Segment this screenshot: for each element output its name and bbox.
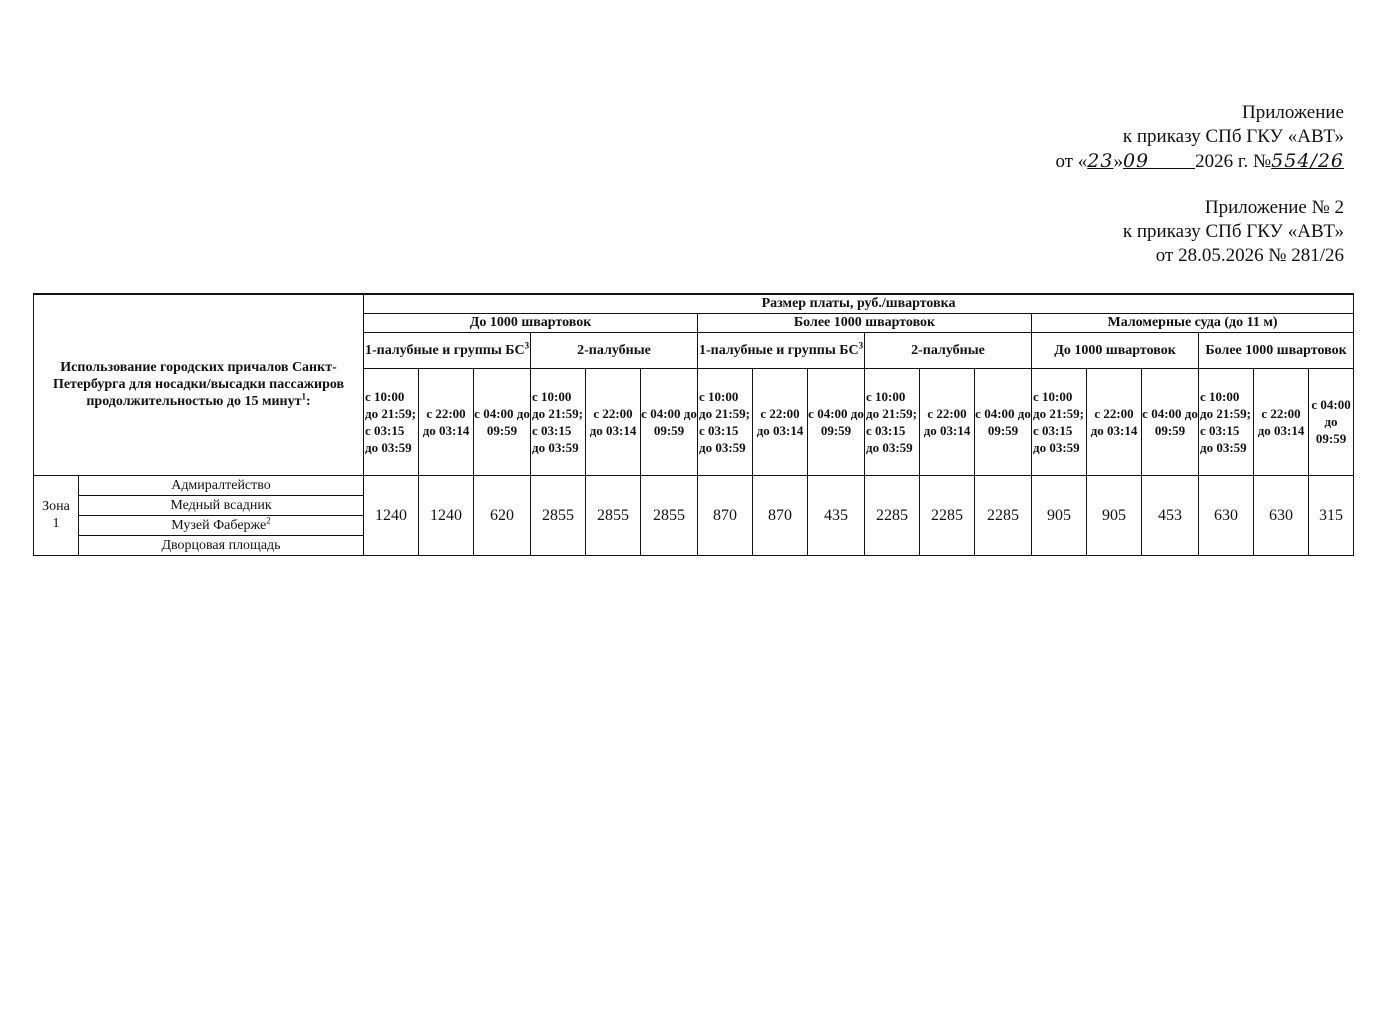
sub-small-under-1000: До 1000 швартовок <box>1032 332 1199 368</box>
time-slot-night: с 22:00 до 03:14 <box>753 368 808 475</box>
sub-single-deck-footnote: 3 <box>858 339 864 350</box>
sub-single-deck <box>364 332 531 368</box>
row-header-text: Использование городских причалов Санкт-Петербурга для носадки/высадки пассажиров продолжительностью до 15 минут <box>52 360 345 410</box>
fee-value: 1240 <box>419 475 474 555</box>
fee-value: 870 <box>698 475 753 555</box>
time-slot-morning: с 04:00 до 09:59 <box>975 368 1032 475</box>
stop-name: Медный всадник <box>79 495 364 515</box>
handwritten-month: 09 <box>1122 150 1150 172</box>
fee-value: 630 <box>1199 475 1254 555</box>
sub-double-deck: 2-палубные <box>865 332 1032 368</box>
time-slot-morning: с 04:00 до 09:59 <box>808 368 865 475</box>
sub-single-deck-label: 1-палубные и группы БС <box>364 342 525 358</box>
row-header-cell <box>34 294 364 475</box>
time-slot-night: с 22:00 до 03:14 <box>419 368 474 475</box>
time-slot-morning: с 04:00 до 09:59 <box>1142 368 1199 475</box>
appendix-order-ref: к приказу СПб ГКУ «АВТ» <box>1122 221 1344 242</box>
appendix-header <box>1123 196 1344 268</box>
stop-name-text: Музей Фаберже <box>171 517 267 533</box>
fee-value: 905 <box>1087 475 1142 555</box>
fee-value: 620 <box>474 475 531 555</box>
time-slot-night: с 22:00 до 03:14 <box>586 368 641 475</box>
zone-label: Зона 1 <box>34 475 79 555</box>
date-prefix: от « <box>1055 151 1088 172</box>
stop-footnote: 2 <box>266 515 271 525</box>
zone-row <box>34 475 1354 495</box>
sub-single-deck <box>698 332 865 368</box>
fee-value: 2285 <box>865 475 920 555</box>
annex-title: Приложение <box>1242 102 1344 123</box>
date-year: 2026 г. № <box>1195 151 1272 172</box>
time-slot-morning: с 04:00 до 09:59 <box>1309 368 1354 475</box>
group-small-vessels: Маломерные суда (до 11 м) <box>1032 313 1354 332</box>
time-slot-morning: с 04:00 до 09:59 <box>641 368 698 475</box>
fee-value: 315 <box>1309 475 1354 555</box>
annex-header <box>1055 101 1344 174</box>
annex-order-ref: к приказу СПб ГКУ «АВТ» <box>1122 126 1344 147</box>
fee-value: 1240 <box>364 475 419 555</box>
stop-name: Дворцовая площадь <box>79 535 364 555</box>
group-over-1000: Более 1000 швартовок <box>698 313 1032 332</box>
time-slot-night: с 22:00 до 03:14 <box>1087 368 1142 475</box>
fee-value: 870 <box>753 475 808 555</box>
annex-date-line <box>1055 149 1344 174</box>
sub-small-over-1000: Более 1000 швартовок <box>1199 332 1354 368</box>
appendix-title: Приложение № 2 <box>1204 197 1344 218</box>
fee-value: 2285 <box>975 475 1032 555</box>
fee-value: 435 <box>808 475 865 555</box>
appendix-date: от 28.05.2026 № 281/26 <box>1155 245 1344 266</box>
time-slot-night: с 22:00 до 03:14 <box>1254 368 1309 475</box>
handwritten-order-number: 554/26 <box>1271 150 1344 172</box>
fee-value: 2285 <box>920 475 975 555</box>
time-slot-day: с 10:00 до 21:59; с 03:15 до 03:59 <box>1199 368 1254 475</box>
time-slot-night: с 22:00 до 03:14 <box>920 368 975 475</box>
stop-name: Адмиралтейство <box>79 475 364 495</box>
fee-value: 630 <box>1254 475 1309 555</box>
group-under-1000: До 1000 швартовок <box>364 313 698 332</box>
stop-name <box>79 515 364 535</box>
fee-value: 2855 <box>586 475 641 555</box>
row-header-suffix: : <box>306 394 311 410</box>
fee-table <box>33 293 1354 556</box>
fee-value: 905 <box>1032 475 1087 555</box>
time-slot-day: с 10:00 до 21:59; с 03:15 до 03:59 <box>698 368 753 475</box>
sub-single-deck-label: 1-палубные и группы БС <box>698 342 859 358</box>
time-slot-day: с 10:00 до 21:59; с 03:15 до 03:59 <box>364 368 419 475</box>
time-slot-morning: с 04:00 до 09:59 <box>474 368 531 475</box>
date-mid: » <box>1113 151 1123 172</box>
sub-double-deck: 2-палубные <box>531 332 698 368</box>
time-slot-day: с 10:00 до 21:59; с 03:15 до 03:59 <box>1032 368 1087 475</box>
sub-single-deck-footnote: 3 <box>524 339 530 350</box>
date-underline <box>1149 168 1195 169</box>
fee-value: 2855 <box>531 475 586 555</box>
time-slot-day: с 10:00 до 21:59; с 03:15 до 03:59 <box>865 368 920 475</box>
fee-title: Размер платы, руб./швартовка <box>364 294 1354 313</box>
fee-value: 2855 <box>641 475 698 555</box>
row-header-footnote: 1 <box>301 391 306 402</box>
time-slot-day: с 10:00 до 21:59; с 03:15 до 03:59 <box>531 368 586 475</box>
handwritten-day: 23 <box>1087 150 1114 172</box>
fee-value: 453 <box>1142 475 1199 555</box>
